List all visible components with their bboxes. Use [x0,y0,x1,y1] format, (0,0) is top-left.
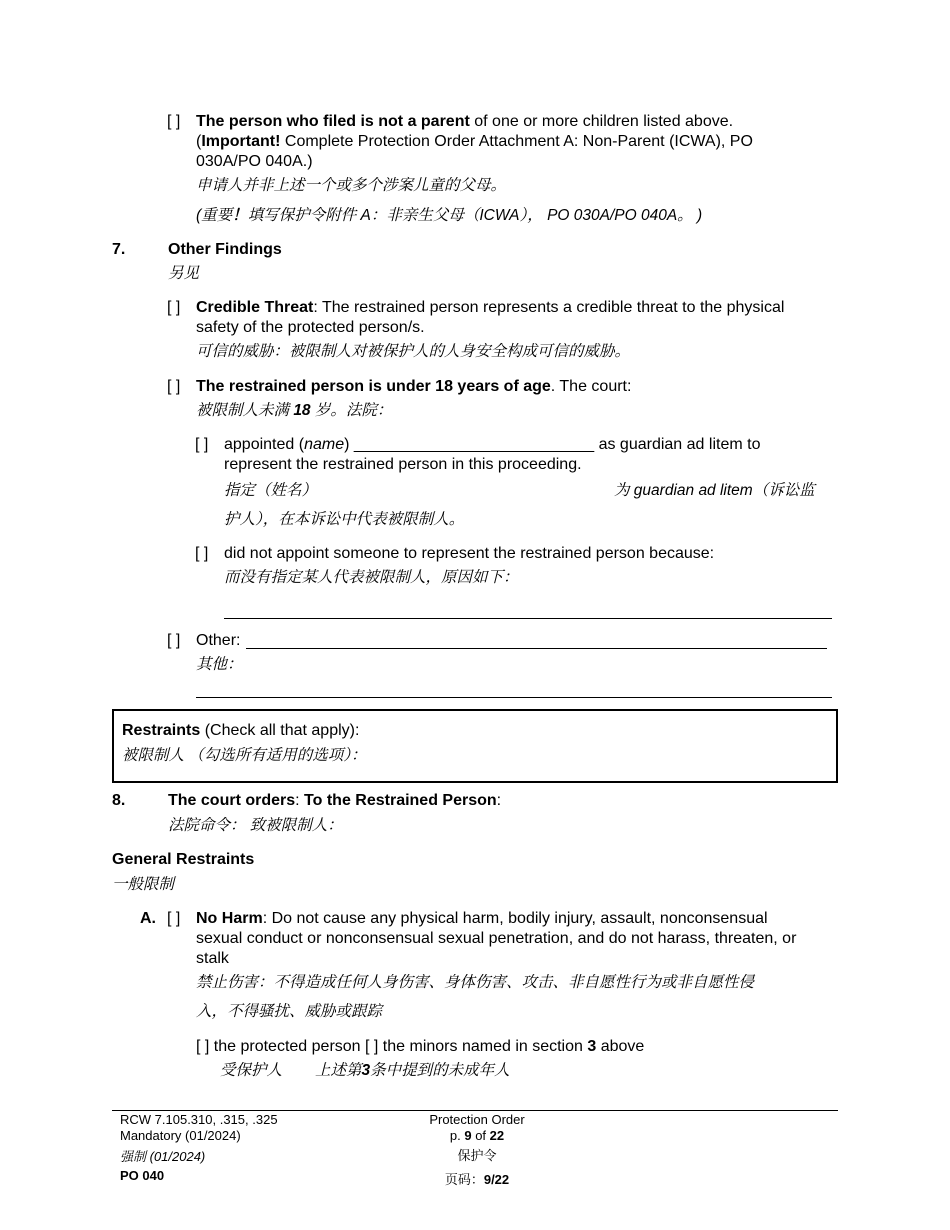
footer-page-of: of [471,1128,490,1143]
credible-threat-rest: : The restrained person represents a credible threat to the physical [313,299,785,316]
under-18-rest: . The court: [550,378,632,395]
section-8-number: 8. [112,792,126,809]
section-ref: 3 [587,1038,597,1055]
important-zh-rest: 填写保护令附件 A：非亲生父母（ICWA）， PO 030A/PO 040A。 ) [247,207,703,224]
section-8-colon: : [496,792,502,809]
nonparent-text [196,112,836,172]
under-18-zh-b: 岁。法院： [310,402,393,419]
section-8-sep: : [295,792,305,809]
other-blank-line[interactable] [246,648,827,649]
minors-zh-num: 3 [361,1062,371,1079]
checkbox-nonparent[interactable]: [ ] [167,113,181,130]
checkbox-no-harm[interactable]: [ ] [167,910,181,927]
footer-page-zh [377,1172,577,1188]
credible-threat-text [196,298,836,338]
nonparent-open: ( [196,133,202,150]
nonparent-bold: The person who filed is not a parent [196,113,470,130]
checkbox-appointed[interactable]: [ ] [195,436,209,453]
footer-rcw: RCW 7.105.310, .315, .325 [120,1112,278,1127]
restraints-heading [122,721,359,741]
appointed-after: as guardian ad litem to [594,436,761,453]
did-not-appoint-zh: 而没有指定某人代表被限制人，原因如下： [224,569,519,586]
no-harm-line2: sexual conduct or nonconsensual sexual penetration, and do not harass, threaten, or [196,930,797,947]
checkbox-minors[interactable]: [ ] [365,1038,379,1055]
under-18-text [196,377,631,397]
under-18-zh [196,401,392,421]
section-8-bold1: The court orders [168,792,296,809]
reason-blank-line[interactable] [224,618,832,619]
restraints-bold: Restraints [122,722,201,739]
credible-threat-bold: Credible Threat [196,299,314,316]
general-restraints-title: General Restraints [112,851,255,868]
appointed-pre: appointed ( [224,436,305,453]
under-18-zh-num: 18 [293,402,311,419]
nonparent-rest: of one or more children listed above. [469,113,734,130]
checkbox-credible-threat[interactable]: [ ] [167,299,181,316]
minors-zh [315,1061,510,1081]
minors-zh-post: 条中提到的未成年人 [370,1062,510,1079]
appointed-text [224,435,838,475]
important-zh-bang: ！ [232,207,248,224]
other-zh-blank-line[interactable] [196,697,832,698]
appointed-name-label: name [304,436,345,453]
nonparent-line3: 030A/PO 040A.) [196,153,313,170]
section-7-title: Other Findings [168,241,282,258]
no-harm-line3: stalk [196,950,229,967]
under-18-zh-a: 被限制人未满 [196,402,294,419]
restraints-box [112,709,838,783]
no-harm-rest: : Do not cause any physical harm, bodily injury, assault, nonconsensual [262,910,768,927]
restraints-zh: 被限制人 （勾选所有适用的选项）： [122,747,367,764]
nonparent-line2: Complete Protection Order Attachment A: Non-Parent (ICWA), PO [280,133,753,150]
footer-page-pre: p. [449,1128,465,1143]
checkbox-other[interactable]: [ ] [167,632,181,649]
no-harm-text [196,909,836,969]
other-zh: 其他： [196,656,243,673]
important-label: Important! [201,133,281,150]
section-8-title [168,791,501,811]
footer-mandatory-zh: 强制 (01/2024) [120,1149,206,1164]
no-harm-zh-1: 禁止伤害：不得造成任何人身伤害、身体伤害、攻击、非自愿性行为或非自愿性侵 [196,974,755,991]
credible-threat-zh: 可信的威胁：被限制人对被保护人的人身安全构成可信的威胁。 [196,343,631,360]
protected-line [196,1037,644,1057]
checkbox-protected-person[interactable]: [ ] [196,1038,210,1055]
appointed-post: ) [344,436,350,453]
general-restraints-zh: 一般限制 [112,876,175,893]
section-7-title-zh: 另见 [168,265,200,282]
minors-above: above [596,1038,645,1055]
guardian-name-blank[interactable]: ___________________________ [353,436,595,453]
footer-page-zh-pre: 页码： [444,1172,484,1187]
section-8-bold2: To the Restrained Person [304,792,497,809]
nonparent-zh: 申请人并非上述一个或多个涉案儿童的父母。 [196,177,507,194]
restraints-rest: (Check all that apply): [200,722,360,739]
minors-label: the minors named in section [378,1038,588,1055]
no-harm-bold: No Harm [196,910,263,927]
footer-page [377,1128,577,1144]
footer-rule [112,1110,838,1111]
checkbox-under-18[interactable]: [ ] [167,378,181,395]
no-harm-letter: A. [140,910,156,927]
section-8-zh: 法院命令： 致被限制人： [168,817,343,834]
footer-mandatory: Mandatory (01/2024) [120,1128,241,1143]
section-7-number: 7. [112,241,126,258]
no-harm-zh-2: 入，不得骚扰、威胁或跟踪 [196,1003,383,1020]
footer-page-total: 22 [489,1128,505,1143]
appointed-zh-2: 护人），在本诉讼中代表被限制人。 [224,511,465,528]
footer-page-num: 9 [464,1128,472,1143]
did-not-appoint-text: did not appoint someone to represent the restrained person because: [224,545,715,562]
nonparent-important-zh [196,206,702,226]
footer-title: Protection Order [429,1112,525,1127]
appointed-zh-1b: 为 guardian ad litem（诉讼监 [614,482,815,499]
protected-person-zh: 受保护人 [220,1062,283,1079]
checkbox-did-not-appoint[interactable]: [ ] [195,545,209,562]
minors-zh-pre: 上述第 [315,1062,362,1079]
important-zh-open: (重要 [196,207,233,224]
footer-page-zh-num: 9/22 [483,1172,510,1187]
footer-title-zh: 保护令 [457,1148,497,1163]
protected-person-label: the protected person [213,1038,366,1055]
other-label: Other: [196,632,241,649]
credible-threat-line2: safety of the protected person/s. [196,319,425,336]
footer-form-number: PO 040 [120,1168,165,1183]
under-18-bold: The restrained person is under 18 years of age [196,378,551,395]
appointed-line2: represent the restrained person in this proceeding. [224,456,582,473]
appointed-zh-1a: 指定（姓名） [224,482,318,499]
